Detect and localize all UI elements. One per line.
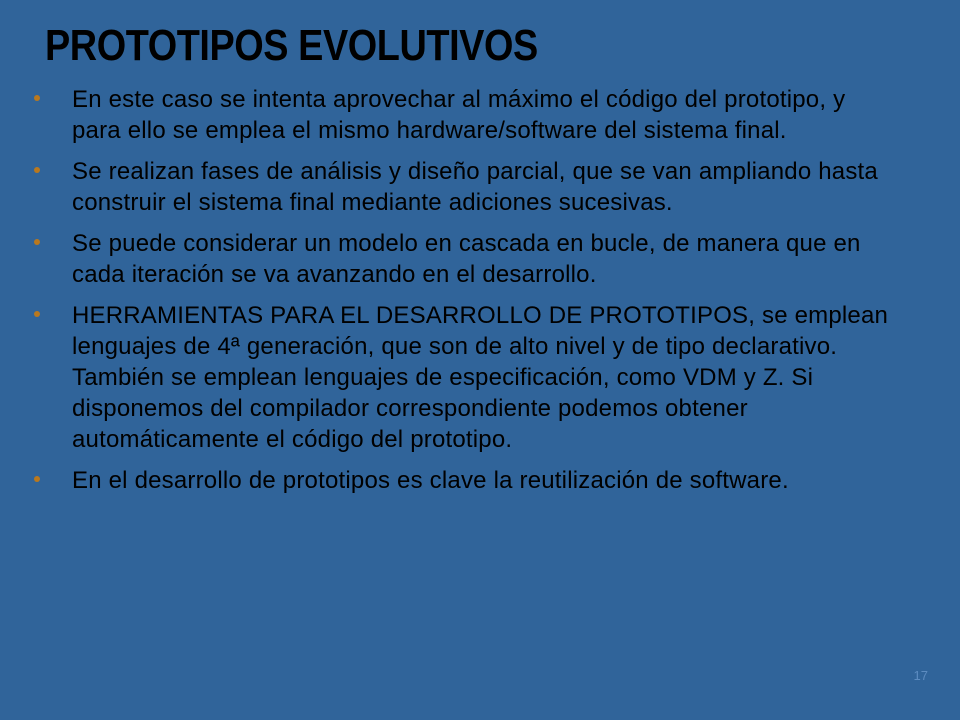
dot-bullet-icon bbox=[34, 239, 40, 245]
bullet-list bbox=[34, 84, 896, 506]
bullet-text: En el desarrollo de prototipos es clave la reutilización de software. bbox=[72, 467, 789, 494]
bullet-item bbox=[34, 228, 896, 290]
page-number: 17 bbox=[913, 668, 928, 683]
bullet-item bbox=[34, 84, 896, 146]
bullet-item bbox=[34, 300, 896, 455]
bullet-item bbox=[34, 465, 896, 496]
dot-bullet-icon bbox=[34, 95, 40, 101]
bullet-text: Se realizan fases de análisis y diseño parcial, que se van ampliando hasta construir el sistema final mediante adiciones sucesivas. bbox=[72, 158, 878, 216]
dot-bullet-icon bbox=[34, 311, 40, 317]
bullet-text: En este caso se intenta aprovechar al máximo el código del prototipo, y para ello se emplea el mismo hardware/software del sistema final. bbox=[72, 86, 846, 144]
bullet-text: HERRAMIENTAS PARA EL DESARROLLO DE PROTOTIPOS, se emplean lenguajes de 4ª generación, que son de alto nivel y de tipo declarativo. También se emplean lenguajes de especificación, como VDM y Z. Si disponemos del compilador correspondiente podemos obtener automáticamente el código del prototipo. bbox=[72, 302, 889, 453]
dot-bullet-icon bbox=[34, 476, 40, 482]
slide-title: PROTOTIPOS EVOLUTIVOS bbox=[45, 21, 538, 70]
bullet-text: Se puede considerar un modelo en cascada en bucle, de manera que en cada iteración se va avanzando en el desarrollo. bbox=[72, 230, 861, 288]
dot-bullet-icon bbox=[34, 167, 40, 173]
bullet-item bbox=[34, 156, 896, 218]
